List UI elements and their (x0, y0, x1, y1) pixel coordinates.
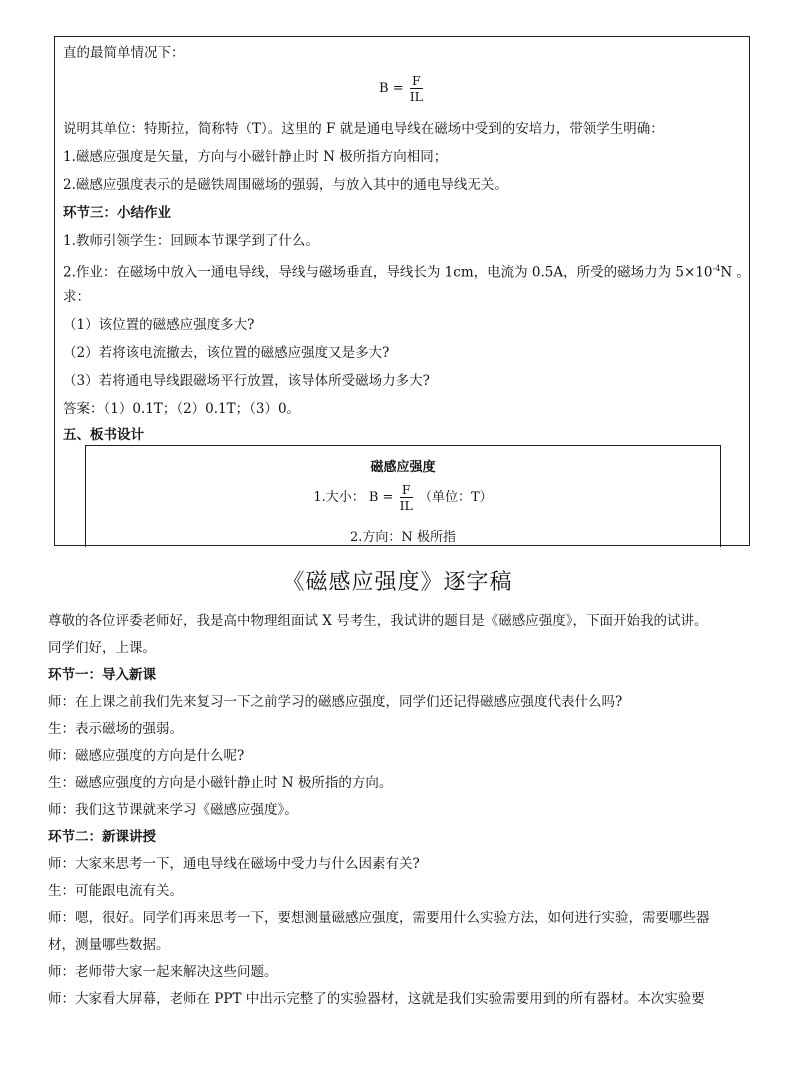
section-heading: 五、板书设计 (63, 427, 144, 443)
text-line: 求： (63, 289, 90, 305)
paragraph-line: 同学们好，上课。 (48, 640, 156, 656)
fraction (398, 482, 415, 513)
dialogue-line: 师：嗯，很好。同学们再来思考一下，要想测量磁感应强度，需要用什么实验方法，如何进行实验，需要哪些器 (48, 910, 710, 926)
answer-line: 答案：（1）0.1T；（2）0.1T；（3）0。 (63, 401, 301, 417)
homework-unit: N 。 (720, 264, 750, 281)
text-line: 1.教师引领学生：回顾本节课学到了什么。 (63, 233, 319, 249)
board-formula-lhs: B = (368, 490, 394, 505)
text-line: 说明其单位：特斯拉，简称特（T）。这里的 F 就是通电导线在磁场中受到的安培力，带领学生明确： (63, 121, 664, 137)
formula-lhs: B = (379, 81, 404, 96)
lesson-plan-table (54, 36, 750, 546)
fraction-numerator: F (401, 482, 411, 497)
dialogue-line: 师：老师带大家一起来解决这些问题。 (48, 964, 278, 980)
question-2: （2）若将该电流撤去，该位置的磁感应强度又是多大? (63, 345, 390, 361)
board-size-prefix: 1.大小： (313, 490, 365, 505)
fraction-denominator: IL (409, 89, 423, 104)
dialogue-line: 师：在上课之前我们先来复习一下之前学习的磁感应强度，同学们还记得磁感应强度代表什么吗? (48, 694, 623, 710)
paragraph-line: 尊敬的各位评委老师好，我是高中物理组面试 X 号考生，我试讲的题目是《磁感应强度》，下面开始我的试讲。 (48, 613, 708, 629)
dialogue-line: 师：磁感应强度的方向是什么呢? (48, 748, 245, 764)
section-heading: 环节三：小结作业 (63, 205, 171, 221)
board-title: 磁感应强度 (370, 460, 436, 475)
dialogue-line: 师：大家来思考一下，通电导线在磁场中受力与什么因素有关? (48, 856, 420, 872)
question-3: （3）若将通电导线跟磁场平行放置，该导体所受磁场力多大? (63, 373, 430, 389)
text-line: 2.磁感应强度表示的是磁铁周围磁场的强弱，与放入其中的通电导线无关。 (63, 177, 508, 193)
formula-b-equals-f-over-il (55, 73, 749, 104)
dialogue-line: 生：表示磁场的强弱。 (48, 721, 183, 737)
section-heading: 环节二：新课讲授 (48, 829, 156, 845)
dialogue-line: 生：可能跟电流有关。 (48, 883, 183, 899)
page-title: 《磁感应强度》逐字稿 (282, 570, 513, 595)
section-heading: 环节一：导入新课 (48, 667, 156, 683)
board-unit: （单位：T） (418, 490, 493, 505)
board-direction: 2.方向：N 极所指 (350, 530, 456, 545)
dialogue-line: 师：大家看大屏幕，老师在 PPT 中出示完整了的实验器材，这就是我们实验需要用到的所有器材。本次实验要 (48, 991, 705, 1007)
dialogue-line: 生：磁感应强度的方向是小磁针静止时 N 极所指的方向。 (48, 775, 393, 791)
dialogue-line: 材，测量哪些数据。 (48, 937, 170, 953)
fraction (408, 73, 425, 104)
text-line: 直的最简单情况下： (63, 45, 185, 61)
board-size-line (86, 482, 720, 513)
homework-line (63, 259, 750, 283)
text-line: 1.磁感应强度是矢量，方向与小磁针静止时 N 极所指方向相同； (63, 149, 448, 165)
blackboard-design-box (85, 445, 721, 547)
question-1: （1）该位置的磁感应强度多大? (63, 317, 255, 333)
fraction-numerator: F (412, 73, 421, 88)
exponent: -4 (712, 264, 721, 273)
fraction-denominator: IL (399, 498, 413, 513)
dialogue-line: 师：我们这节课就来学习《磁感应强度》。 (48, 802, 298, 818)
homework-text: 2.作业：在磁场中放入一通电导线，导线与磁场垂直，导线长为 1cm，电流为 0.5A，所受的磁场力为 5×10 (63, 264, 713, 281)
